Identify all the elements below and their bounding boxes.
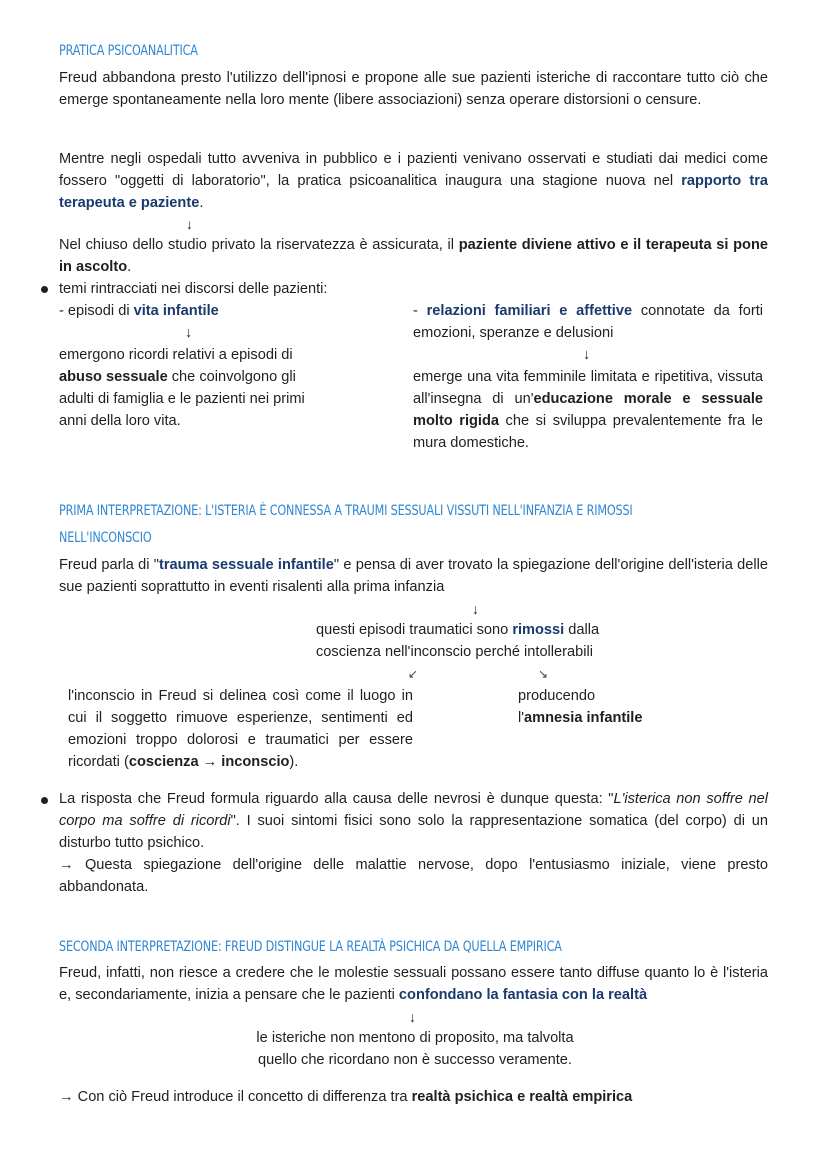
paragraph — [59, 854, 768, 898]
paragraph — [59, 554, 768, 598]
text: emergono ricordi relativi a episodi di — [59, 347, 293, 363]
emphasis: relazioni familiari e affettive — [426, 303, 633, 319]
emphasis: coscienza → inconscio — [128, 754, 290, 770]
paragraph — [59, 1086, 768, 1108]
text: - episodi di — [59, 303, 134, 319]
section-heading-seconda-interpretazione: SECONDA INTERPRETAZIONE: FREUD DISTINGUE LA REALTÀ PSICHICA DA QUELLA EMPIRICA — [59, 939, 562, 955]
text: che coinvolgono gli adulti di famiglia e le pazienti nei primi anni della loro vita. — [59, 369, 305, 429]
bullet-paragraph — [59, 788, 768, 854]
text: che si sviluppa prevalentemente fra le mura domestiche. — [413, 413, 763, 451]
left-column — [68, 685, 413, 773]
text: l' — [518, 710, 525, 726]
paragraph — [59, 148, 768, 214]
down-arrow-icon: ↓ — [185, 325, 193, 341]
text: → Con ciò Freud introduce il concetto di differenza tra — [59, 1089, 412, 1105]
down-arrow-icon: ↓ — [472, 601, 479, 617]
text: - — [413, 303, 427, 319]
emphasis: rimossi — [512, 622, 565, 638]
section-heading-prima-interpretazione-cont: NELL'INCONSCIO — [59, 530, 152, 546]
text: questi episodi traumatici sono — [316, 622, 513, 638]
emphasis: amnesia infantile — [524, 710, 643, 726]
bullet-icon — [41, 286, 48, 293]
text: l'inconscio in Freud si delinea così come il luogo in cui il soggetto rimuove esperienze, sentimenti ed emozioni troppo dolorosi e traumatici per essere ricordati ( — [68, 688, 413, 770]
text: Freud parla di " — [59, 557, 159, 573]
text: quello che ricordano non è successo veramente. — [258, 1052, 572, 1068]
emphasis: confondano la fantasia con la realtà — [398, 987, 648, 1003]
text: emerge una vita femminile limitata e ripetitiva, vissuta all'insegna di un' — [413, 369, 763, 407]
emphasis: vita infantile — [133, 303, 219, 319]
paragraph — [59, 234, 768, 278]
text: Freud, infatti, non riesce a credere che le molestie sessuali possano essere tanto diffuse quanto lo è l'isteria e, secondariamente, inizia a pensare che le pazienti — [59, 965, 768, 1003]
emphasis: educazione morale e sessuale molto rigida — [413, 391, 763, 429]
text: ). — [289, 754, 299, 770]
center-block — [316, 619, 656, 663]
down-arrow-icon: ↓ — [409, 1009, 416, 1025]
text: Mentre negli ospedali tutto avveniva in pubblico e i pazienti venivano osservati e studiati dai medici come fossero "oggetti di laboratorio", la pratica psicoanalitica inaugura una stagione nuova nel — [59, 151, 768, 189]
section-heading-pratica: PRATICA PSICOANALITICA — [59, 43, 198, 59]
right-column — [413, 300, 763, 454]
text: coscienza nell'inconscio perché intollerabili — [316, 644, 593, 660]
text: → Questa spiegazione dell'origine delle malattie nervose, dopo l'entusiasmo iniziale, viene presto abbandonata. — [59, 857, 768, 895]
text: connotate da forti emozioni, speranze e delusioni — [413, 303, 763, 341]
text: le isteriche non mentono di proposito, ma talvolta — [256, 1030, 574, 1046]
text: producendo — [518, 688, 596, 704]
down-arrow-icon: ↓ — [583, 347, 591, 363]
text: Freud abbandona presto l'utilizzo dell'ipnosi e propone alle sue pazienti isteriche di raccontare tutto ciò che emerge spontaneamente nella loro mente (libere associazioni) senza operare distorsioni o censure. — [59, 70, 768, 108]
bullet-icon — [41, 797, 48, 804]
emphasis: rapporto tra terapeuta e paziente — [59, 173, 768, 211]
text: Nel chiuso dello studio privato la riservatezza è assicurata, il — [59, 237, 459, 253]
text: La risposta che Freud formula riguardo alla causa delle nevrosi è dunque questa: " — [59, 791, 614, 807]
emphasis: realtà psichica e realtà empirica — [411, 1089, 633, 1105]
emphasis: paziente diviene attivo e il terapeuta si pone in ascolto — [59, 237, 769, 275]
text: . — [199, 195, 204, 211]
center-block — [200, 1027, 630, 1071]
right-column — [518, 685, 718, 729]
text: ". I suoi sintomi fisici sono solo la rappresentazione somatica (del corpo) di un disturbo tutto psichico. — [59, 813, 768, 851]
emphasis: trauma sessuale infantile — [158, 557, 334, 573]
text: dalla — [564, 622, 600, 638]
paragraph — [59, 67, 768, 111]
text: . — [127, 259, 132, 275]
emphasis: abuso sessuale — [59, 369, 168, 385]
text: " e pensa di aver trovato la spiegazione dell'origine dell'isteria delle sue pazienti soprattutto in eventi risalenti alla prima infanzia — [59, 557, 768, 595]
down-right-arrow-icon: ↘ — [538, 667, 549, 681]
down-left-arrow-icon: ↙ — [408, 667, 419, 681]
left-column — [59, 300, 317, 432]
quote: L'isterica non soffre nel corpo ma soffre di ricordi — [59, 791, 768, 829]
bullet-text: temi rintracciati nei discorsi delle pazienti: — [59, 281, 328, 297]
paragraph — [59, 962, 768, 1006]
section-heading-prima-interpretazione: PRIMA INTERPRETAZIONE: L'ISTERIA È CONNESSA A TRAUMI SESSUALI VISSUTI NELL'INFANZIA E RIMOSSI — [59, 503, 633, 519]
down-arrow-icon: ↓ — [186, 216, 193, 232]
